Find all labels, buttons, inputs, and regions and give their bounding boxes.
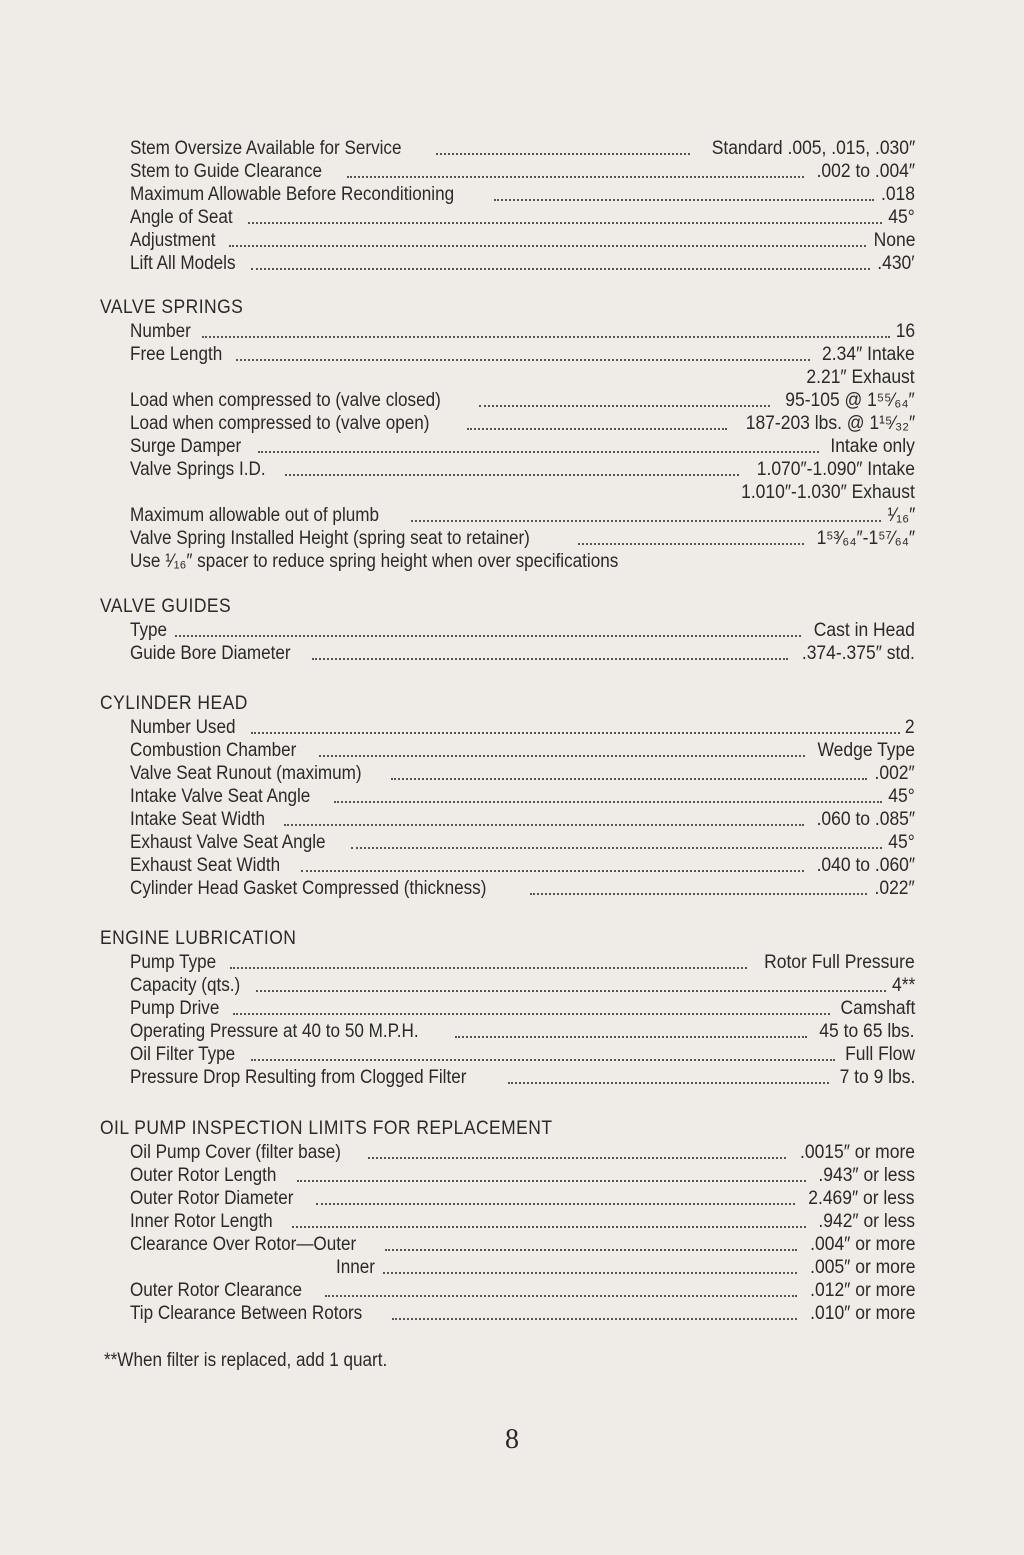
spec-value: .430′ (877, 253, 915, 274)
section-heading: VALVE SPRINGS (100, 297, 244, 318)
spec-row (100, 412, 915, 435)
spec-label: Outer Rotor Length (130, 1165, 277, 1186)
spec-label: Pump Drive (130, 998, 220, 1019)
dot-leader (229, 245, 866, 247)
spec-value: .022″ (874, 878, 915, 899)
spec-label: Adjustment (130, 230, 216, 251)
spec-row (100, 877, 915, 900)
spec-value: .018 (880, 184, 915, 205)
spec-row (100, 481, 915, 504)
spec-row (100, 1141, 915, 1164)
spec-label: Guide Bore Diameter (130, 643, 291, 664)
spec-value: .942″ or less (818, 1211, 915, 1232)
spec-label: Tip Clearance Between Rotors (130, 1303, 363, 1324)
spec-label: Inner (336, 1257, 375, 1278)
spec-label: Lift All Models (130, 253, 236, 274)
spec-row (100, 1043, 915, 1066)
dot-leader (230, 967, 748, 969)
spec-value: 2.34″ Intake (822, 344, 915, 365)
spec-row (100, 1210, 915, 1233)
dot-leader (455, 1036, 808, 1038)
dot-leader (368, 1157, 786, 1159)
dot-leader (251, 268, 870, 270)
spec-label: Intake Seat Width (130, 809, 265, 830)
spec-label: Surge Damper (130, 436, 242, 457)
spec-value: Wedge Type (817, 740, 915, 761)
spec-row (100, 808, 915, 831)
spec-row (100, 206, 915, 229)
spec-row (100, 1187, 915, 1210)
spec-label: Number Used (130, 717, 236, 738)
dot-leader (467, 428, 727, 430)
section-valves-cont (100, 137, 915, 275)
spec-label: Outer Rotor Diameter (130, 1188, 294, 1209)
spec-value: Cast in Head (813, 620, 915, 641)
spec-value: 2.469″ or less (808, 1188, 915, 1209)
section-heading: OIL PUMP INSPECTION LIMITS FOR REPLACEMENT (100, 1118, 553, 1139)
spec-value: None (873, 230, 915, 251)
spec-value: .040 to .060″ (816, 855, 915, 876)
dot-leader (316, 1203, 796, 1205)
spec-label: Load when compressed to (valve open) (130, 413, 430, 434)
dot-leader (248, 222, 882, 224)
dot-leader (411, 520, 881, 522)
dot-leader (530, 893, 867, 895)
spec-label: Valve Spring Installed Height (spring seat to retainer) (130, 528, 530, 549)
spec-value: 2.21″ Exhaust (806, 367, 915, 388)
spec-row (100, 1302, 915, 1325)
spec-label: Clearance Over Rotor—Outer (130, 1234, 357, 1255)
spec-row (100, 183, 915, 206)
spec-label: Intake Valve Seat Angle (130, 786, 311, 807)
spec-label: Combustion Chamber (130, 740, 297, 761)
dot-leader (258, 451, 820, 453)
spec-label: Use ¹⁄₁₆″ spacer to reduce spring height when over specifications (130, 551, 619, 572)
dot-leader (334, 801, 882, 803)
dot-leader (251, 732, 900, 734)
spec-row (100, 1164, 915, 1187)
section-valve-guides (100, 595, 915, 665)
spec-value: .002 to .004″ (816, 161, 915, 182)
dot-leader (383, 1272, 796, 1274)
spec-row (100, 435, 915, 458)
dot-leader (392, 1318, 797, 1320)
spec-row (100, 1256, 915, 1279)
spec-row (100, 974, 915, 997)
spec-value: .0015″ or more (799, 1142, 915, 1163)
spec-label: Valve Springs I.D. (130, 459, 266, 480)
dot-leader (285, 474, 739, 476)
spec-row (100, 229, 915, 252)
dot-leader (391, 778, 867, 780)
dot-leader (292, 1226, 806, 1228)
spec-value: 95-105 @ 1⁵⁵⁄₆₄″ (785, 390, 915, 411)
spec-label: Angle of Seat (130, 207, 233, 228)
dot-leader (202, 336, 890, 338)
spec-value: 45° (888, 207, 915, 228)
spec-value: .010″ or more (809, 1303, 915, 1324)
section-oil-pump-limits (100, 1117, 915, 1325)
spec-value: 16 (895, 321, 915, 342)
spec-value: .002″ (874, 763, 915, 784)
spec-label: Capacity (qts.) (130, 975, 241, 996)
dot-leader (479, 405, 770, 407)
spec-value: 187-203 lbs. @ 1¹⁵⁄₃₂″ (745, 413, 915, 434)
dot-leader (351, 847, 882, 849)
spec-label: Cylinder Head Gasket Compressed (thickness) (130, 878, 487, 899)
spec-row (100, 619, 915, 642)
spec-row (100, 854, 915, 877)
spec-value: 45 to 65 lbs. (819, 1021, 915, 1042)
dot-leader (385, 1249, 796, 1251)
dot-leader (325, 1295, 796, 1297)
spec-value: .374-.375″ std. (801, 643, 915, 664)
dot-leader (494, 199, 874, 201)
footnote: **When filter is replaced, add 1 quart. (104, 1350, 388, 1371)
spec-row (100, 137, 915, 160)
spec-label: Valve Seat Runout (maximum) (130, 763, 362, 784)
spec-label: Exhaust Seat Width (130, 855, 281, 876)
spec-row (100, 527, 915, 550)
section-heading: VALVE GUIDES (100, 596, 232, 617)
section-cylinder-head (100, 692, 915, 900)
dot-leader (301, 870, 804, 872)
spec-label: Inner Rotor Length (130, 1211, 273, 1232)
spec-value: .012″ or more (809, 1280, 915, 1301)
spec-row (100, 252, 915, 275)
spec-row (100, 389, 915, 412)
dot-leader (312, 658, 788, 660)
spec-value: .943″ or less (818, 1165, 915, 1186)
dot-leader (284, 824, 804, 826)
spec-row (100, 1020, 915, 1043)
dot-leader (233, 1013, 829, 1015)
spec-row (100, 366, 915, 389)
section-valve-springs (100, 296, 915, 573)
section-engine-lubrication (100, 927, 915, 1089)
spec-value: 1⁵³⁄₆₄″-1⁵⁷⁄₆₄″ (816, 528, 915, 549)
dot-leader (297, 1180, 806, 1182)
dot-leader (436, 153, 690, 155)
spec-label: Type (130, 620, 168, 641)
spec-row (100, 1066, 915, 1089)
spec-row (100, 320, 915, 343)
spec-label: Pressure Drop Resulting from Clogged Filter (130, 1067, 467, 1088)
spec-row (100, 550, 915, 573)
spec-label: Maximum Allowable Before Reconditioning (130, 184, 455, 205)
spec-row (100, 785, 915, 808)
spec-row (100, 762, 915, 785)
spec-label: Oil Pump Cover (filter base) (130, 1142, 341, 1163)
spec-row (100, 1279, 915, 1302)
spec-value: .005″ or more (809, 1257, 915, 1278)
spec-value: 7 to 9 lbs. (839, 1067, 915, 1088)
spec-label: Oil Filter Type (130, 1044, 236, 1065)
spec-label: Exhaust Valve Seat Angle (130, 832, 326, 853)
dot-leader (578, 543, 804, 545)
dot-leader (175, 635, 801, 637)
spec-label: Stem Oversize Available for Service (130, 138, 402, 159)
dot-leader (256, 990, 885, 992)
spec-label: Maximum allowable out of plumb (130, 505, 380, 526)
spec-row (100, 458, 915, 481)
spec-row (100, 343, 915, 366)
spec-row (100, 1233, 915, 1256)
page-number: 8 (505, 1424, 519, 1455)
spec-label: Operating Pressure at 40 to 50 M.P.H. (130, 1021, 419, 1042)
section-heading: CYLINDER HEAD (100, 693, 248, 714)
spec-value: 1.070″-1.090″ Intake (756, 459, 915, 480)
spec-row (100, 831, 915, 854)
spec-label: Load when compressed to (valve closed) (130, 390, 441, 411)
spec-row (100, 951, 915, 974)
spec-value: 2 (905, 717, 915, 738)
dot-leader (251, 1059, 835, 1061)
spec-row (100, 739, 915, 762)
spec-value: 4** (891, 975, 915, 996)
spec-row (100, 504, 915, 527)
spec-value: Standard .005, .015, .030″ (711, 138, 915, 159)
spec-value: .060 to .085″ (816, 809, 915, 830)
dot-leader (347, 176, 804, 178)
spec-value: .004″ or more (809, 1234, 915, 1255)
dot-leader (508, 1082, 829, 1084)
spec-value: 1.010″-1.030″ Exhaust (741, 482, 915, 503)
spec-label: Outer Rotor Clearance (130, 1280, 303, 1301)
spec-row (100, 160, 915, 183)
spec-value: Intake only (830, 436, 915, 457)
dot-leader (236, 359, 810, 361)
spec-value: Camshaft (840, 998, 915, 1019)
spec-label: Pump Type (130, 952, 217, 973)
spec-label: Free Length (130, 344, 223, 365)
dot-leader (319, 755, 805, 757)
spec-label: Number (130, 321, 191, 342)
spec-value: Full Flow (845, 1044, 915, 1065)
spec-label: Stem to Guide Clearance (130, 161, 323, 182)
spec-value: 45° (888, 786, 915, 807)
section-heading: ENGINE LUBRICATION (100, 928, 297, 949)
spec-row (100, 716, 915, 739)
spec-row (100, 642, 915, 665)
spec-value: ¹⁄₁₆″ (887, 505, 915, 526)
spec-value: 45° (888, 832, 915, 853)
spec-row (100, 997, 915, 1020)
spec-value: Rotor Full Pressure (764, 952, 915, 973)
